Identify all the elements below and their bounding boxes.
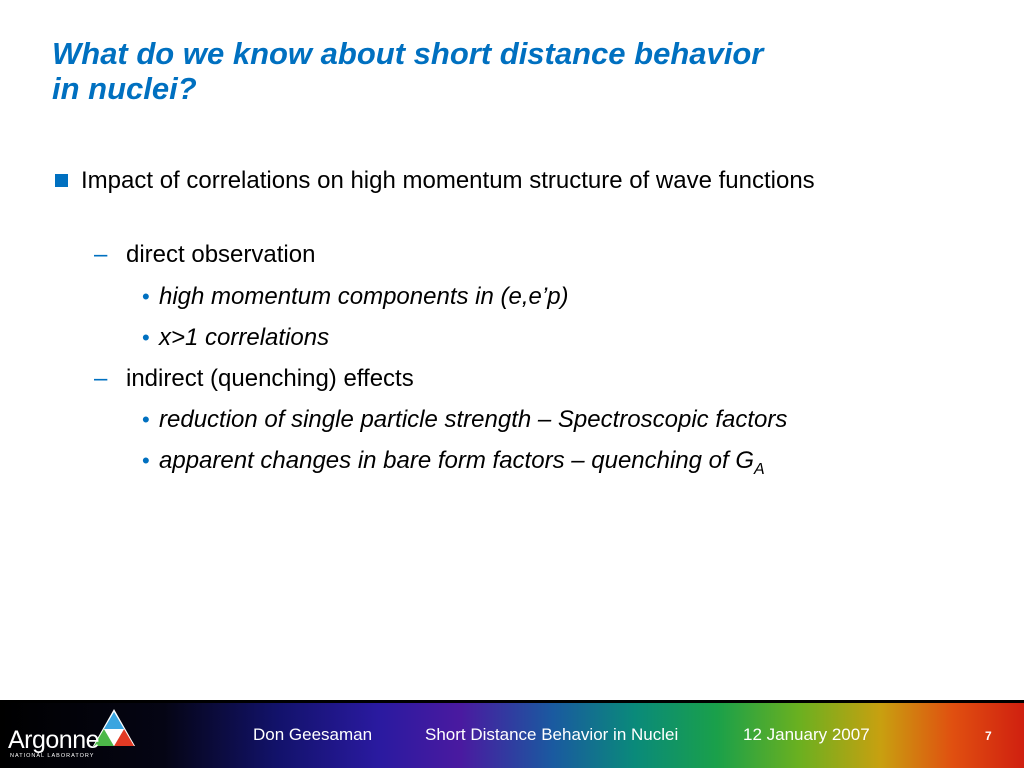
dot-bullet-icon: • <box>142 407 150 432</box>
footer-talk-title: Short Distance Behavior in Nuclei <box>425 725 679 744</box>
bullet-high-momentum: high momentum components in (e,e’p) <box>159 283 569 310</box>
bullet-spectroscopic-main: reduction of single particle strength <box>159 406 532 433</box>
bullet-spectroscopic-rest: – Spectroscopic factors <box>537 406 788 433</box>
bullet-indirect-effects: indirect (quenching) effects <box>126 365 414 392</box>
logo-wordmark: Argonne <box>8 726 100 754</box>
footer-author: Don Geesaman <box>253 725 373 744</box>
footer-date: 12 January 2007 <box>743 725 870 744</box>
dash-bullet-icon: – <box>94 241 108 268</box>
footer-divider <box>0 700 1024 703</box>
bullet-form-factors-main: apparent changes in bare form factors <box>159 447 565 474</box>
bullet-direct-observation: direct observation <box>126 241 316 268</box>
argonne-logo <box>6 706 136 764</box>
bullet-form-factors <box>159 444 765 477</box>
bullet-level1-text: Impact of correlations on high momentum structure of wave functions <box>81 167 815 194</box>
bullet-form-factors-rest: – quenching of G <box>571 447 755 474</box>
slide-title-line-1: What do we know about short distance behavior <box>52 36 764 71</box>
dot-bullet-icon: • <box>142 284 150 309</box>
dash-bullet-icon: – <box>94 365 108 392</box>
subscript-a: A <box>754 461 765 478</box>
logo-subtitle: NATIONAL LABORATORY <box>10 753 95 759</box>
page-number: 7 <box>985 729 992 743</box>
square-bullet-icon <box>55 174 68 187</box>
dot-bullet-icon: • <box>142 325 150 350</box>
slide-title-line-2: in nuclei? <box>52 71 197 106</box>
dot-bullet-icon: • <box>142 448 150 473</box>
bullet-spectroscopic-factors <box>159 403 787 436</box>
bullet-x-correlations: x>1 correlations <box>159 324 330 351</box>
